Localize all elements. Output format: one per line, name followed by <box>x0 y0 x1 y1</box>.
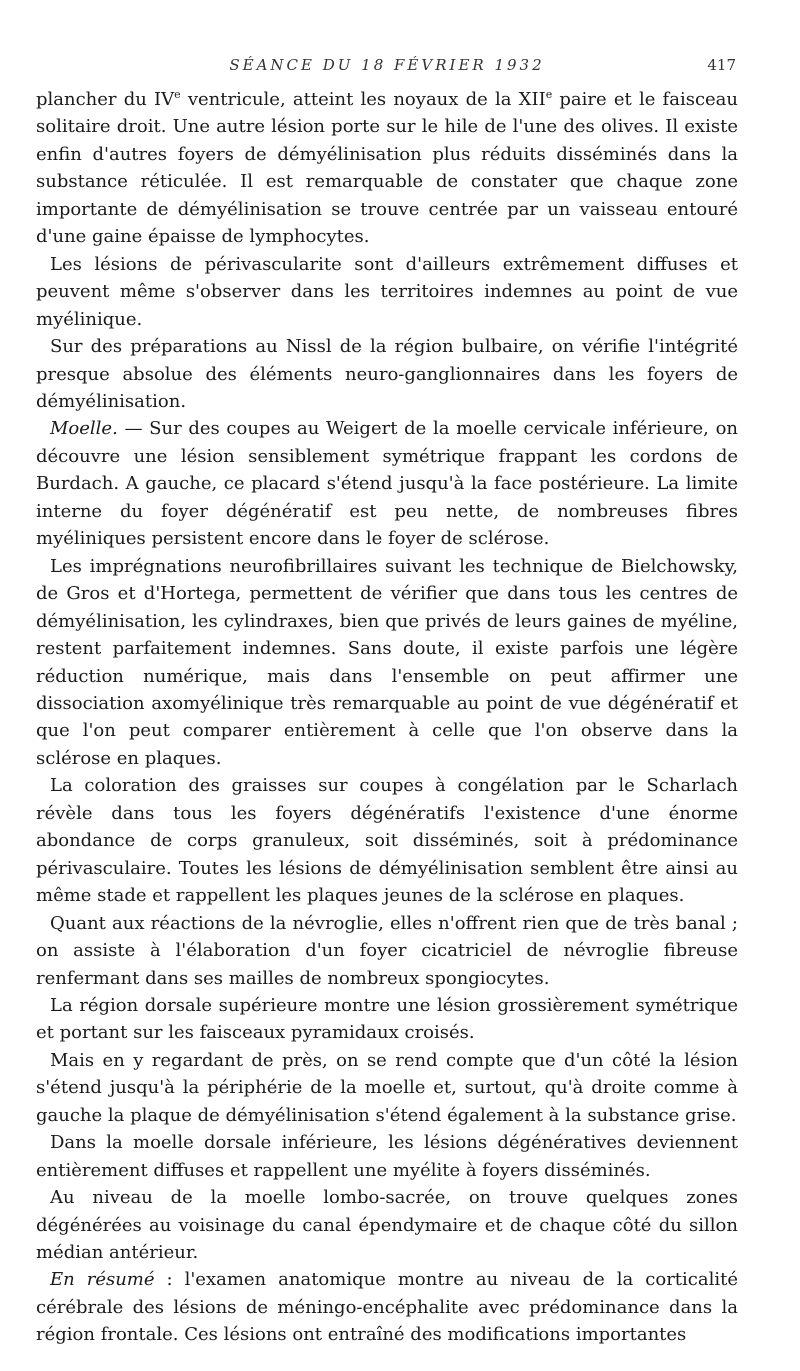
paragraph-text: Quant aux réactions de la névroglie, elles n'offrent rien que de très banal ; on assiste à l'élaboration d'un foyer cicatriciel de névroglie fibreuse renfermant dans ses mailles de nombreux spongiocytes. <box>36 912 738 989</box>
paragraph <box>36 772 738 909</box>
body-text <box>36 86 738 1349</box>
running-title: SÉANCE DU 18 FÉVRIER 1932 <box>229 56 545 74</box>
paragraph-text: Les imprégnations neurofibrillaires suivant les technique de Bielchowsky, de Gros et d'Hortega, permettent de vérifier que dans tous les centres de démyélinisation, les cylindraxes, bien que privés de leurs gaines de myéline, restent parfaitement indemnes. Sans doute, il existe parfois une légère réduction numérique, mais dans l'ensemble on peut affirmer une dissociation axomyélinique très remarquable au point de vue dégénératif et que l'on peut comparer entièrement à celle que l'on observe dans la sclérose en plaques. <box>36 555 738 769</box>
paragraph-text: Sur des préparations au Nissl de la région bulbaire, on vérifie l'intégrité presque absolue des éléments neuro-ganglionnaires dans les foyers de démyélinisation. <box>36 336 738 412</box>
paragraph <box>36 333 738 415</box>
paragraph <box>36 992 738 1047</box>
paragraph-text: : l'examen anatomique montre au niveau de la corticalité cérébrale des lésions de méningo-encéphalite avec prédominance dans la région frontale. Ces lésions ont entraîné des modifications importantes <box>36 1269 739 1346</box>
paragraph <box>36 1266 738 1348</box>
paragraph-text: Mais en y regardant de près, on se rend compte que d'un côté la lésion s'étend jusqu'à la périphérie de la moelle et, surtout, qu'à droite comme à gauche la plaque de démyélinisation s'étend également à la substance grise. <box>36 1049 738 1126</box>
paragraph <box>36 1129 738 1184</box>
paragraph-text: plancher du IVe ventricule, atteint les noyaux de la XIIe paire et le faisceau solitaire droit. Une autre lésion porte sur le hile de l'une des olives. Il existe enfin d'autres foyers de démyélinisation plus réduits disséminés dans la substance réticulée. Il est remarquable de constater que chaque zone importante de démyélinisation se trouve centrée par un vaisseau entouré d'une gaine épaisse de lymphocytes. <box>36 88 739 248</box>
section-lead: Moelle. <box>50 418 118 440</box>
paragraph <box>36 910 738 992</box>
paragraph <box>36 86 738 251</box>
paragraph-text: — Sur des coupes au Weigert de la moelle cervicale inférieure, on découvre une lésion sensiblement symétrique frappant les cordons de Burdach. A gauche, ce placard s'étend jusqu'à la face postérieure. La limite interne du foyer dégénératif est peu nette, de nombreuses fibres myéliniques persistent encore dans le foyer de sclérose. <box>36 418 738 550</box>
paragraph-text: La coloration des graisses sur coupes à congélation par le Scharlach révèle dans tous les foyers dégénératifs l'existence d'une énorme abondance de corps granuleux, soit disséminés, soit à prédominance périvasculaire. Toutes les lésions de démyélinisation semblent être ainsi au même stade et rappellent les plaques jeunes de la sclérose en plaques. <box>36 775 738 907</box>
paragraph <box>36 415 738 552</box>
paragraph <box>36 1184 738 1266</box>
paragraph <box>36 1047 738 1129</box>
paragraph-text: Les lésions de périvascularite sont d'ailleurs extrêmement diffuses et peuvent même s'observer dans les territoires indemnes au point de vue myélinique. <box>36 253 738 330</box>
section-lead: En résumé <box>50 1269 155 1291</box>
paragraph-text: La région dorsale supérieure montre une lésion grossièrement symétrique et portant sur les faisceaux pyramidaux croisés. <box>36 994 738 1044</box>
running-header <box>36 56 738 82</box>
page-number: 417 <box>707 56 736 74</box>
paragraph <box>36 251 738 333</box>
paragraph-text: Dans la moelle dorsale inférieure, les lésions dégénératives deviennent entièrement diffuses et rappellent une myélite à foyers disséminés. <box>36 1132 738 1181</box>
paragraph <box>36 553 738 773</box>
paragraph-text: Au niveau de la moelle lombo-sacrée, on trouve quelques zones dégénérées au voisinage du canal épendymaire et de chaque côté du sillon médian antérieur. <box>36 1187 738 1264</box>
